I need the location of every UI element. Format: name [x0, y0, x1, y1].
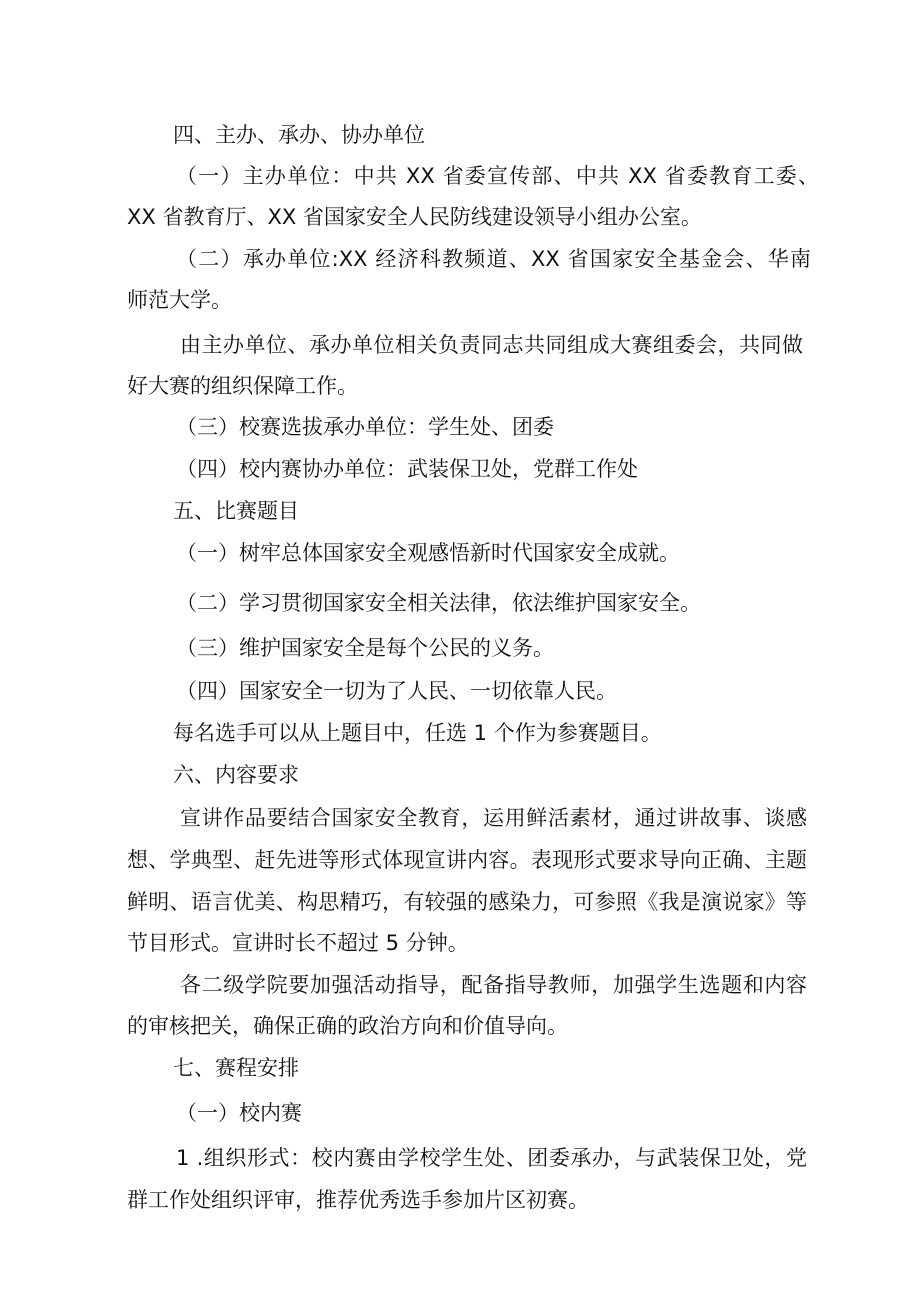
s5-topic-item: （三）维护国家安全是每个公民的义务。 [176, 636, 554, 660]
s5-topic-item: （一）树牢总体国家安全观感悟新时代国家安全成就。 [176, 541, 680, 565]
section-7-heading: 七、赛程安排 [173, 1056, 299, 1080]
s5-topic-item: （二）学习贯彻国家安全相关法律，依法维护国家安全。 [176, 591, 701, 615]
section-4-heading: 四、主办、承办、协办单位 [173, 123, 425, 147]
s4-paragraph-5: （四）校内赛协办单位：武装保卫处，党群工作处 [176, 457, 638, 481]
s6-paragraph-1-line-4: 节目形式。宣讲时长不超过 5 分钟。 [127, 931, 469, 955]
s4-paragraph-2-line-1: （二）承办单位:XX 经济科教频道、XX 省国家安全基金会、华南 [176, 247, 811, 271]
s6-paragraph-1-line-1: 宣讲作品要结合国家安全教育，运用鲜活素材，通过讲故事、谈感 [180, 806, 807, 830]
s4-paragraph-1-line-1: （一）主办单位：中共 XX 省委宣传部、中共 XX 省委教育工委、 [176, 164, 819, 188]
s7-paragraph-1-line-1: 1 .组织形式：校内赛由学校学生处、团委承办，与武装保卫处，党 [176, 1146, 807, 1170]
s4-paragraph-3-line-2: 好大赛的组织保障工作。 [127, 374, 358, 398]
s4-paragraph-1-line-2: XX 省教育厅、XX 省国家安全人民防线建设领导小组办公室。 [127, 205, 702, 229]
section-6-heading: 六、内容要求 [173, 763, 299, 787]
s6-paragraph-1-line-3: 鲜明、语言优美、构思精巧，有较强的感染力，可参照《我是演说家》等 [127, 890, 807, 914]
section-5-heading: 五、比赛题目 [173, 499, 299, 523]
s4-paragraph-4: （三）校赛选拔承办单位：学生处、团委 [176, 415, 554, 439]
s7-subheading-campus: （一）校内赛 [176, 1101, 302, 1125]
s5-topic-item: （四）国家安全一切为了人民、一切依靠人民。 [176, 679, 617, 703]
s5-note: 每名选手可以从上题目中，任选 1 个作为参赛题目。 [173, 721, 662, 745]
s6-paragraph-2-line-1: 各二级学院要加强活动指导，配备指导教师，加强学生选题和内容 [180, 973, 807, 997]
s6-paragraph-2-line-2: 的审核把关，确保正确的政治方向和价值导向。 [127, 1014, 568, 1038]
s6-paragraph-1-line-2: 想、学典型、赶先进等形式体现宣讲内容。表现形式要求导向正确、主题 [127, 848, 807, 872]
s4-paragraph-3-line-1: 由主办单位、承办单位相关负责同志共同组成大赛组委会，共同做 [180, 333, 803, 357]
s4-paragraph-2-line-2: 师范大学。 [127, 288, 232, 312]
s7-paragraph-1-line-2: 群工作处组织评审，推荐优秀选手参加片区初赛。 [127, 1188, 589, 1212]
